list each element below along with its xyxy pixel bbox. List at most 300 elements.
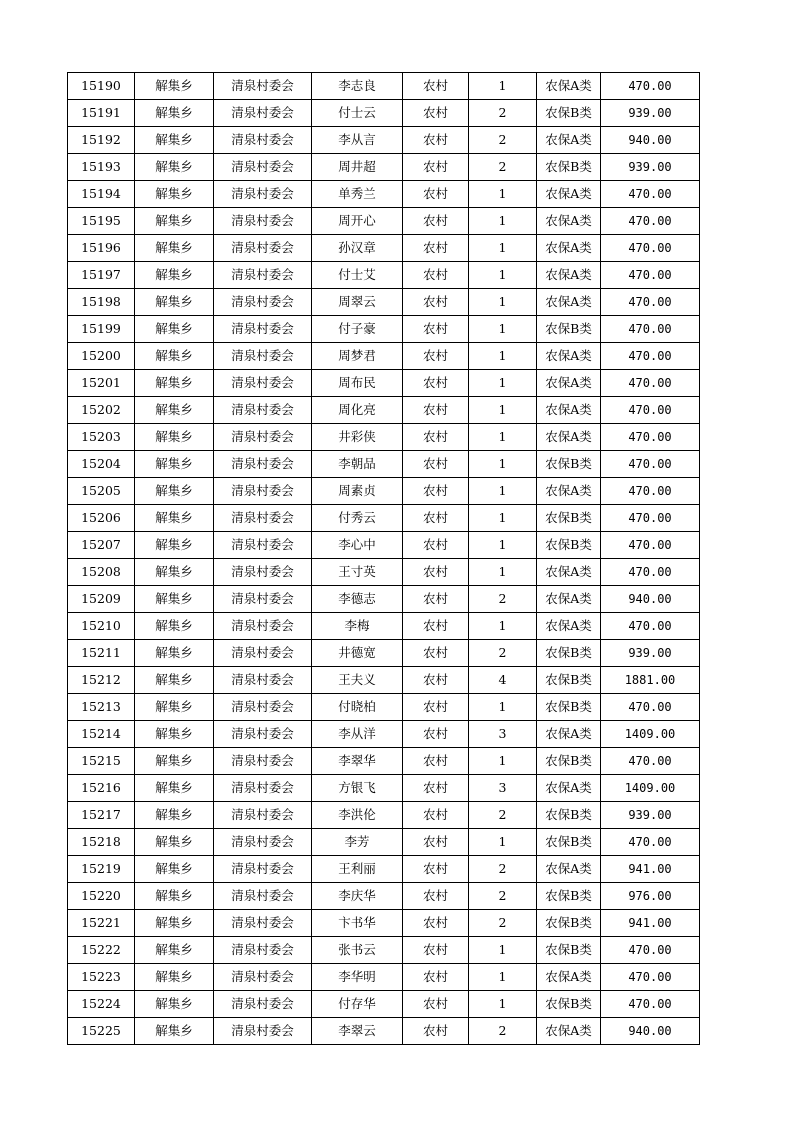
amount-cell: 470.00 [601,991,700,1018]
person-name-cell: 李洪伦 [312,802,403,829]
person-name-cell: 井彩侠 [312,424,403,451]
area-type-cell: 农村 [403,613,469,640]
township-cell: 解集乡 [135,154,214,181]
serial-number-cell: 15191 [68,100,135,127]
household-count-cell: 4 [469,667,537,694]
area-type-cell: 农村 [403,181,469,208]
serial-number-cell: 15219 [68,856,135,883]
serial-number-cell: 15216 [68,775,135,802]
serial-number-cell: 15202 [68,397,135,424]
village-committee-cell: 清泉村委会 [214,532,312,559]
area-type-cell: 农村 [403,208,469,235]
table-row [68,154,700,181]
household-count-cell: 1 [469,937,537,964]
insurance-category-cell: 农保B类 [537,100,601,127]
table-row [68,910,700,937]
village-committee-cell: 清泉村委会 [214,208,312,235]
household-count-cell: 1 [469,397,537,424]
township-cell: 解集乡 [135,478,214,505]
insurance-category-cell: 农保A类 [537,262,601,289]
area-type-cell: 农村 [403,235,469,262]
insurance-category-cell: 农保B类 [537,694,601,721]
insurance-category-cell: 农保B类 [537,316,601,343]
person-name-cell: 付晓柏 [312,694,403,721]
village-committee-cell: 清泉村委会 [214,1018,312,1045]
insurance-category-cell: 农保A类 [537,397,601,424]
township-cell: 解集乡 [135,829,214,856]
serial-number-cell: 15213 [68,694,135,721]
serial-number-cell: 15200 [68,343,135,370]
village-committee-cell: 清泉村委会 [214,640,312,667]
area-type-cell: 农村 [403,424,469,451]
person-name-cell: 孙汉章 [312,235,403,262]
village-committee-cell: 清泉村委会 [214,235,312,262]
serial-number-cell: 15197 [68,262,135,289]
amount-cell: 470.00 [601,505,700,532]
household-count-cell: 1 [469,748,537,775]
person-name-cell: 李庆华 [312,883,403,910]
serial-number-cell: 15203 [68,424,135,451]
insurance-category-cell: 农保A类 [537,181,601,208]
amount-cell: 470.00 [601,829,700,856]
village-committee-cell: 清泉村委会 [214,73,312,100]
village-committee-cell: 清泉村委会 [214,802,312,829]
serial-number-cell: 15220 [68,883,135,910]
insurance-category-cell: 农保A类 [537,424,601,451]
person-name-cell: 周开心 [312,208,403,235]
township-cell: 解集乡 [135,100,214,127]
village-committee-cell: 清泉村委会 [214,559,312,586]
table-row [68,478,700,505]
area-type-cell: 农村 [403,370,469,397]
household-count-cell: 1 [469,424,537,451]
insurance-category-cell: 农保A类 [537,208,601,235]
area-type-cell: 农村 [403,775,469,802]
township-cell: 解集乡 [135,73,214,100]
person-name-cell: 王寸英 [312,559,403,586]
serial-number-cell: 15204 [68,451,135,478]
person-name-cell: 周素贞 [312,478,403,505]
township-cell: 解集乡 [135,937,214,964]
area-type-cell: 农村 [403,1018,469,1045]
area-type-cell: 农村 [403,856,469,883]
township-cell: 解集乡 [135,424,214,451]
table-row [68,397,700,424]
village-committee-cell: 清泉村委会 [214,289,312,316]
insurance-category-cell: 农保B类 [537,640,601,667]
area-type-cell: 农村 [403,586,469,613]
table-row [68,964,700,991]
village-committee-cell: 清泉村委会 [214,613,312,640]
table-row [68,883,700,910]
roster-table [67,72,700,1045]
insurance-category-cell: 农保A类 [537,127,601,154]
township-cell: 解集乡 [135,370,214,397]
township-cell: 解集乡 [135,748,214,775]
insurance-category-cell: 农保A类 [537,856,601,883]
amount-cell: 470.00 [601,478,700,505]
serial-number-cell: 15210 [68,613,135,640]
serial-number-cell: 15221 [68,910,135,937]
household-count-cell: 2 [469,1018,537,1045]
insurance-category-cell: 农保B类 [537,991,601,1018]
area-type-cell: 农村 [403,316,469,343]
area-type-cell: 农村 [403,289,469,316]
household-count-cell: 1 [469,964,537,991]
serial-number-cell: 15196 [68,235,135,262]
table-row [68,775,700,802]
area-type-cell: 农村 [403,127,469,154]
person-name-cell: 李从言 [312,127,403,154]
person-name-cell: 付士艾 [312,262,403,289]
township-cell: 解集乡 [135,532,214,559]
village-committee-cell: 清泉村委会 [214,127,312,154]
table-row [68,748,700,775]
serial-number-cell: 15195 [68,208,135,235]
household-count-cell: 2 [469,883,537,910]
township-cell: 解集乡 [135,883,214,910]
household-count-cell: 1 [469,613,537,640]
amount-cell: 470.00 [601,424,700,451]
person-name-cell: 卞书华 [312,910,403,937]
village-committee-cell: 清泉村委会 [214,451,312,478]
village-committee-cell: 清泉村委会 [214,478,312,505]
amount-cell: 470.00 [601,262,700,289]
household-count-cell: 1 [469,532,537,559]
household-count-cell: 2 [469,802,537,829]
amount-cell: 470.00 [601,451,700,478]
area-type-cell: 农村 [403,883,469,910]
area-type-cell: 农村 [403,667,469,694]
insurance-category-cell: 农保A类 [537,559,601,586]
serial-number-cell: 15211 [68,640,135,667]
township-cell: 解集乡 [135,856,214,883]
serial-number-cell: 15190 [68,73,135,100]
amount-cell: 939.00 [601,154,700,181]
village-committee-cell: 清泉村委会 [214,100,312,127]
village-committee-cell: 清泉村委会 [214,262,312,289]
person-name-cell: 李志良 [312,73,403,100]
amount-cell: 941.00 [601,856,700,883]
household-count-cell: 1 [469,370,537,397]
area-type-cell: 农村 [403,937,469,964]
household-count-cell: 1 [469,478,537,505]
insurance-category-cell: 农保B类 [537,910,601,937]
person-name-cell: 方银飞 [312,775,403,802]
household-count-cell: 1 [469,343,537,370]
person-name-cell: 李翠华 [312,748,403,775]
table-row [68,667,700,694]
village-committee-cell: 清泉村委会 [214,964,312,991]
table-row [68,991,700,1018]
village-committee-cell: 清泉村委会 [214,370,312,397]
household-count-cell: 1 [469,208,537,235]
insurance-category-cell: 农保A类 [537,343,601,370]
area-type-cell: 农村 [403,73,469,100]
amount-cell: 470.00 [601,181,700,208]
table-row [68,262,700,289]
person-name-cell: 李从洋 [312,721,403,748]
village-committee-cell: 清泉村委会 [214,397,312,424]
amount-cell: 939.00 [601,100,700,127]
household-count-cell: 2 [469,856,537,883]
area-type-cell: 农村 [403,748,469,775]
serial-number-cell: 15194 [68,181,135,208]
table-row [68,1018,700,1045]
table-row [68,73,700,100]
insurance-category-cell: 农保B类 [537,829,601,856]
household-count-cell: 2 [469,586,537,613]
area-type-cell: 农村 [403,505,469,532]
insurance-category-cell: 农保A类 [537,73,601,100]
insurance-category-cell: 农保B类 [537,532,601,559]
household-count-cell: 2 [469,100,537,127]
area-type-cell: 农村 [403,910,469,937]
person-name-cell: 付存华 [312,991,403,1018]
amount-cell: 470.00 [601,532,700,559]
table-row [68,586,700,613]
table-row [68,613,700,640]
household-count-cell: 1 [469,694,537,721]
household-count-cell: 1 [469,73,537,100]
table-row [68,316,700,343]
amount-cell: 976.00 [601,883,700,910]
table-row [68,802,700,829]
person-name-cell: 周翠云 [312,289,403,316]
household-count-cell: 1 [469,505,537,532]
village-committee-cell: 清泉村委会 [214,181,312,208]
table-row [68,181,700,208]
table-row [68,640,700,667]
amount-cell: 470.00 [601,613,700,640]
table-row [68,289,700,316]
person-name-cell: 张书云 [312,937,403,964]
insurance-category-cell: 农保A类 [537,964,601,991]
amount-cell: 470.00 [601,208,700,235]
township-cell: 解集乡 [135,640,214,667]
area-type-cell: 农村 [403,451,469,478]
household-count-cell: 2 [469,154,537,181]
township-cell: 解集乡 [135,505,214,532]
amount-cell: 941.00 [601,910,700,937]
township-cell: 解集乡 [135,964,214,991]
insurance-category-cell: 农保A类 [537,586,601,613]
serial-number-cell: 15225 [68,1018,135,1045]
area-type-cell: 农村 [403,991,469,1018]
village-committee-cell: 清泉村委会 [214,748,312,775]
table-row [68,721,700,748]
township-cell: 解集乡 [135,343,214,370]
household-count-cell: 1 [469,289,537,316]
township-cell: 解集乡 [135,694,214,721]
village-committee-cell: 清泉村委会 [214,883,312,910]
insurance-category-cell: 农保A类 [537,289,601,316]
table-row [68,559,700,586]
village-committee-cell: 清泉村委会 [214,667,312,694]
person-name-cell: 王夫义 [312,667,403,694]
township-cell: 解集乡 [135,586,214,613]
amount-cell: 470.00 [601,316,700,343]
amount-cell: 940.00 [601,1018,700,1045]
table-row [68,343,700,370]
amount-cell: 1409.00 [601,775,700,802]
household-count-cell: 3 [469,721,537,748]
insurance-category-cell: 农保A类 [537,721,601,748]
insurance-category-cell: 农保B类 [537,667,601,694]
person-name-cell: 井德宽 [312,640,403,667]
serial-number-cell: 15212 [68,667,135,694]
table-row [68,451,700,478]
township-cell: 解集乡 [135,559,214,586]
amount-cell: 470.00 [601,694,700,721]
table-row [68,937,700,964]
township-cell: 解集乡 [135,991,214,1018]
insurance-category-cell: 农保B类 [537,802,601,829]
household-count-cell: 2 [469,640,537,667]
township-cell: 解集乡 [135,127,214,154]
serial-number-cell: 15193 [68,154,135,181]
amount-cell: 1881.00 [601,667,700,694]
village-committee-cell: 清泉村委会 [214,991,312,1018]
area-type-cell: 农村 [403,694,469,721]
village-committee-cell: 清泉村委会 [214,424,312,451]
township-cell: 解集乡 [135,775,214,802]
amount-cell: 470.00 [601,937,700,964]
table-row [68,370,700,397]
village-committee-cell: 清泉村委会 [214,343,312,370]
insurance-category-cell: 农保B类 [537,451,601,478]
township-cell: 解集乡 [135,262,214,289]
insurance-category-cell: 农保B类 [537,883,601,910]
amount-cell: 470.00 [601,235,700,262]
insurance-category-cell: 农保B类 [537,937,601,964]
person-name-cell: 付秀云 [312,505,403,532]
serial-number-cell: 15192 [68,127,135,154]
area-type-cell: 农村 [403,262,469,289]
person-name-cell: 李心中 [312,532,403,559]
area-type-cell: 农村 [403,964,469,991]
household-count-cell: 1 [469,991,537,1018]
village-committee-cell: 清泉村委会 [214,154,312,181]
serial-number-cell: 15218 [68,829,135,856]
township-cell: 解集乡 [135,181,214,208]
insurance-category-cell: 农保A类 [537,235,601,262]
insurance-category-cell: 农保A类 [537,775,601,802]
serial-number-cell: 15222 [68,937,135,964]
table-row [68,208,700,235]
household-count-cell: 1 [469,181,537,208]
table-row [68,829,700,856]
table-row [68,235,700,262]
area-type-cell: 农村 [403,154,469,181]
village-committee-cell: 清泉村委会 [214,775,312,802]
person-name-cell: 李朝品 [312,451,403,478]
insurance-category-cell: 农保A类 [537,478,601,505]
serial-number-cell: 15214 [68,721,135,748]
amount-cell: 939.00 [601,802,700,829]
household-count-cell: 1 [469,235,537,262]
area-type-cell: 农村 [403,532,469,559]
village-committee-cell: 清泉村委会 [214,856,312,883]
serial-number-cell: 15208 [68,559,135,586]
insurance-category-cell: 农保B类 [537,505,601,532]
village-committee-cell: 清泉村委会 [214,316,312,343]
person-name-cell: 单秀兰 [312,181,403,208]
serial-number-cell: 15205 [68,478,135,505]
table-row [68,424,700,451]
area-type-cell: 农村 [403,721,469,748]
insurance-category-cell: 农保B类 [537,748,601,775]
area-type-cell: 农村 [403,397,469,424]
person-name-cell: 周化亮 [312,397,403,424]
township-cell: 解集乡 [135,235,214,262]
person-name-cell: 付子豪 [312,316,403,343]
area-type-cell: 农村 [403,802,469,829]
person-name-cell: 周布民 [312,370,403,397]
insurance-category-cell: 农保B类 [537,154,601,181]
table-row [68,100,700,127]
area-type-cell: 农村 [403,343,469,370]
township-cell: 解集乡 [135,910,214,937]
township-cell: 解集乡 [135,316,214,343]
insurance-category-cell: 农保A类 [537,1018,601,1045]
household-count-cell: 2 [469,910,537,937]
table-row [68,694,700,721]
township-cell: 解集乡 [135,802,214,829]
person-name-cell: 周梦君 [312,343,403,370]
serial-number-cell: 15206 [68,505,135,532]
serial-number-cell: 15217 [68,802,135,829]
serial-number-cell: 15207 [68,532,135,559]
village-committee-cell: 清泉村委会 [214,694,312,721]
table-row [68,127,700,154]
person-name-cell: 周井超 [312,154,403,181]
serial-number-cell: 15199 [68,316,135,343]
serial-number-cell: 15198 [68,289,135,316]
area-type-cell: 农村 [403,100,469,127]
amount-cell: 470.00 [601,397,700,424]
serial-number-cell: 15215 [68,748,135,775]
serial-number-cell: 15223 [68,964,135,991]
township-cell: 解集乡 [135,208,214,235]
village-committee-cell: 清泉村委会 [214,829,312,856]
insurance-category-cell: 农保A类 [537,613,601,640]
serial-number-cell: 15209 [68,586,135,613]
village-committee-cell: 清泉村委会 [214,937,312,964]
township-cell: 解集乡 [135,1018,214,1045]
area-type-cell: 农村 [403,478,469,505]
table-row [68,856,700,883]
township-cell: 解集乡 [135,397,214,424]
insurance-category-cell: 农保A类 [537,370,601,397]
amount-cell: 470.00 [601,748,700,775]
township-cell: 解集乡 [135,667,214,694]
amount-cell: 470.00 [601,964,700,991]
household-count-cell: 1 [469,829,537,856]
roster-body [68,73,700,1045]
township-cell: 解集乡 [135,289,214,316]
household-count-cell: 1 [469,559,537,586]
amount-cell: 940.00 [601,127,700,154]
serial-number-cell: 15224 [68,991,135,1018]
serial-number-cell: 15201 [68,370,135,397]
household-count-cell: 1 [469,262,537,289]
township-cell: 解集乡 [135,613,214,640]
township-cell: 解集乡 [135,721,214,748]
amount-cell: 470.00 [601,559,700,586]
village-committee-cell: 清泉村委会 [214,910,312,937]
person-name-cell: 李芳 [312,829,403,856]
